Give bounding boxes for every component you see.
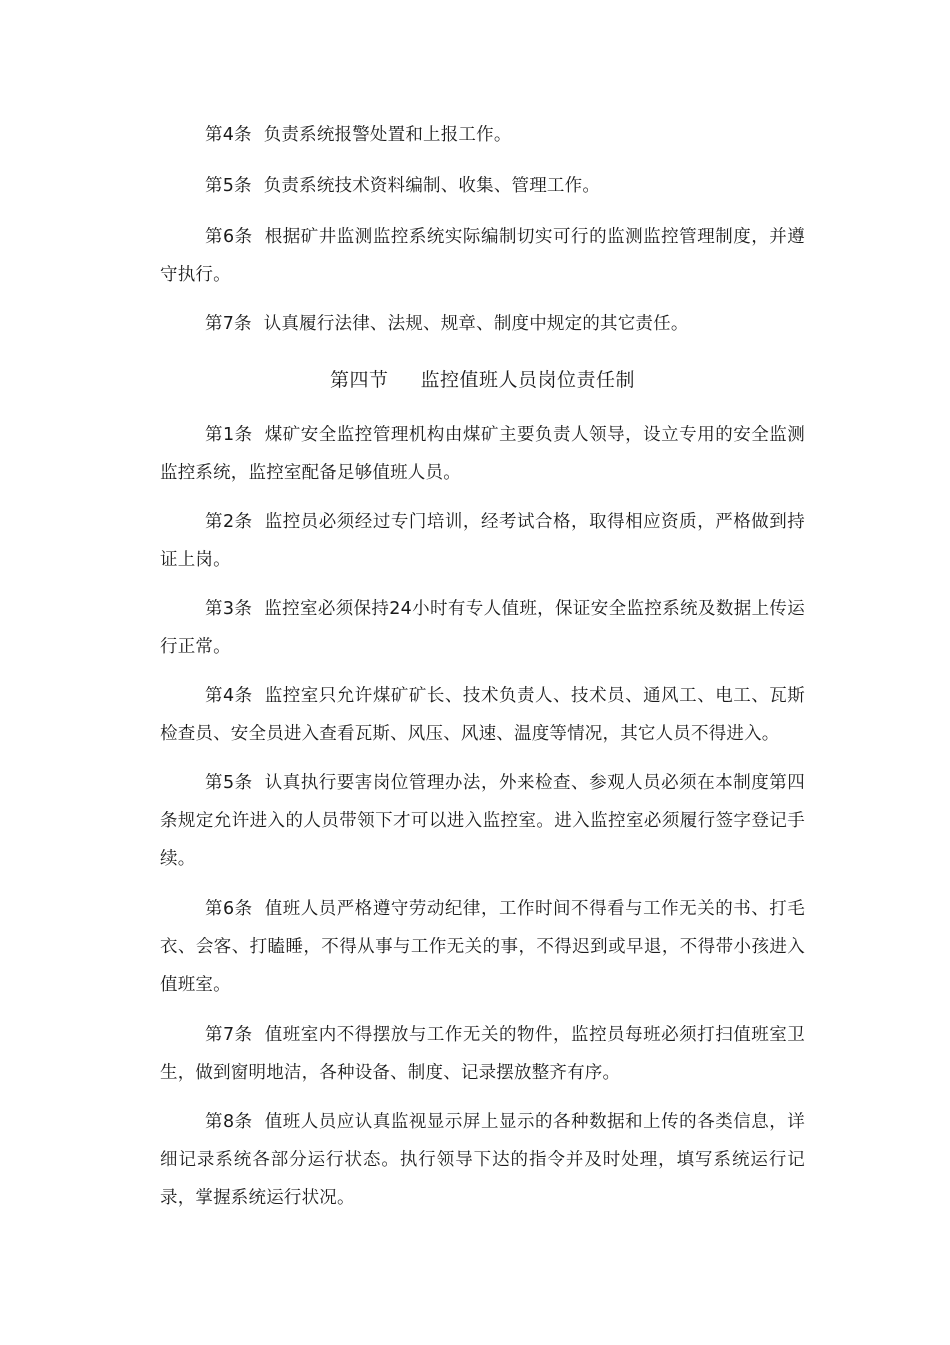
article-paragraph: [160, 677, 805, 753]
article-paragraph: [160, 1103, 805, 1217]
article-paragraph: [160, 218, 805, 294]
article-number: 第6条: [205, 227, 253, 247]
article-text: 监控员必须经过专门培训，经考试合格，取得相应资质，严格做到持证上岗。: [160, 512, 806, 570]
article-number: 第5条: [205, 176, 252, 196]
article-text: 负责系统技术资料编制、收集、管理工作。: [263, 176, 601, 196]
article-text: 负责系统报警处置和上报工作。: [263, 125, 512, 145]
section-number: 第四节: [329, 369, 389, 391]
article-number: 第6条: [205, 899, 253, 919]
article-paragraph: [160, 890, 805, 1004]
article-number: 第4条: [205, 686, 253, 706]
article-number: 第7条: [205, 1025, 253, 1045]
article-text: 值班人员应认真监视显示屏上显示的各种数据和上传的各类信息，详细记录系统各部分运行状态。执行领导下达的指令并及时处理，填写系统运行记录，掌握系统运行状况。: [160, 1112, 806, 1208]
article-text: 值班室内不得摆放与工作无关的物件，监控员每班必须打扫值班室卫生，做到窗明地洁，各种设备、制度、记录摆放整齐有序。: [160, 1025, 806, 1083]
article-paragraph: [160, 116, 805, 154]
article-text: 认真执行要害岗位管理办法，外来检查、参观人员必须在本制度第四条规定允许进入的人员带领下才可以进入监控室。进入监控室必须履行签字登记手续。: [160, 773, 806, 869]
section-title: 监控值班人员岗位责任制: [420, 369, 636, 391]
article-number: 第1条: [205, 425, 253, 445]
article-text: 根据矿井监测监控系统实际编制切实可行的监测监控管理制度，并遵守执行。: [160, 227, 806, 285]
article-paragraph: [160, 1016, 805, 1092]
section-heading: [160, 361, 805, 399]
article-text: 认真履行法律、法规、规章、制度中规定的其它责任。: [263, 314, 689, 334]
article-paragraph: [160, 590, 805, 666]
article-text: 值班人员严格遵守劳动纪律，工作时间不得看与工作无关的书、打毛衣、会客、打瞌睡，不得从事与工作无关的事，不得迟到或早退，不得带小孩进入值班室。: [160, 899, 806, 995]
article-paragraph: [160, 764, 805, 878]
article-number: 第5条: [205, 773, 253, 793]
article-paragraph: [160, 305, 805, 343]
article-text: 煤矿安全监控管理机构由煤矿主要负责人领导，设立专用的安全监测监控系统，监控室配备足够值班人员。: [160, 425, 806, 483]
article-paragraph: [160, 416, 805, 492]
article-number: 第8条: [205, 1112, 253, 1132]
article-text: 监控室必须保持24小时有专人值班，保证安全监控系统及数据上传运行正常。: [160, 599, 806, 657]
article-text: 监控室只允许煤矿矿长、技术负责人、技术员、通风工、电工、瓦斯检查员、安全员进入查看瓦斯、风压、风速、温度等情况，其它人员不得进入。: [160, 686, 806, 744]
article-number: 第7条: [205, 314, 252, 334]
article-number: 第3条: [205, 599, 253, 619]
article-paragraph: [160, 503, 805, 579]
article-paragraph: [160, 167, 805, 205]
article-number: 第2条: [205, 512, 253, 532]
article-number: 第4条: [205, 125, 252, 145]
